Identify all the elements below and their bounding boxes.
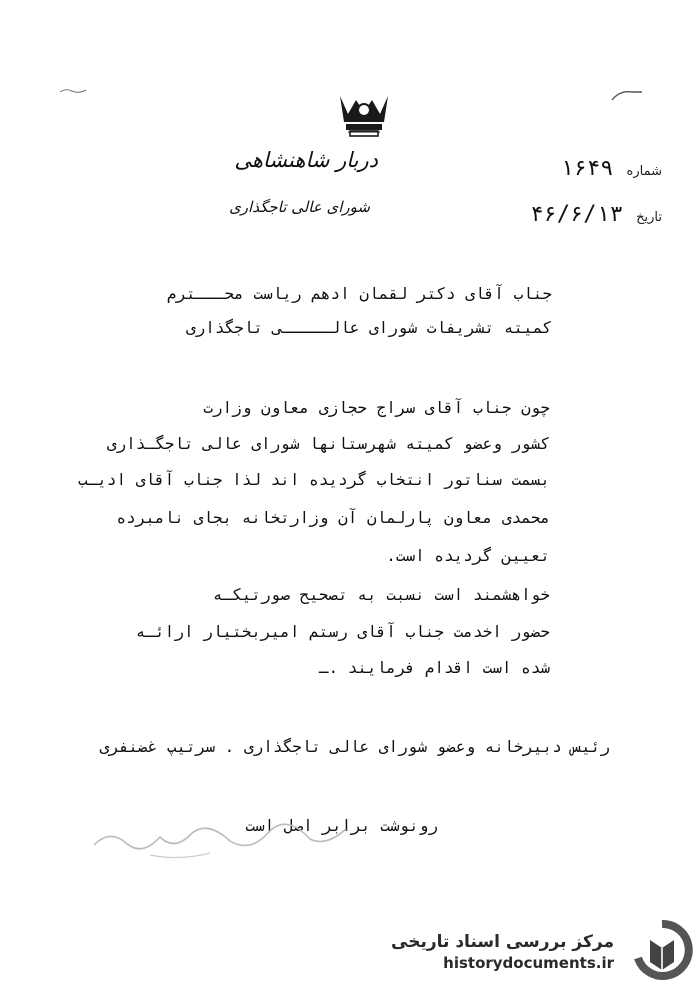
- number-label: شماره: [626, 164, 662, 179]
- scan-speck: [58, 86, 88, 96]
- body-line: تعیین گردیده است.: [386, 546, 550, 565]
- letter-date: [530, 202, 662, 227]
- book-logo-icon: [630, 918, 694, 980]
- letter-number: [560, 156, 662, 181]
- watermark-url: historydocuments.ir: [443, 954, 614, 972]
- number-value: ۱۶۴۹: [560, 156, 614, 181]
- addressee-line-1: جناب آقای دکتر لقمان ادهم ریاست محـــترم: [166, 284, 552, 303]
- royal-crown-emblem-icon: [334, 88, 394, 140]
- council-name: شورای عالی تاجگذاری: [229, 198, 370, 216]
- body-line: شده است اقدام فرمایند .ـ: [318, 658, 550, 677]
- body-line: بسمت سناتور انتخاب گردیده اند لذا جناب آقای ادیـب: [77, 470, 550, 489]
- body-line: محمدی معاون پارلمان آن وزارتخانه بجای نامبرده: [116, 508, 550, 527]
- body-line: خواهشمند است نسبت به تصحیح صورتیکـه: [212, 585, 550, 604]
- addressee-line-2: کمیته تشریفات شورای عالـــــی تاجگذاری: [185, 318, 552, 337]
- signature-line: رئیس دبیرخانه وعضو شورای عالی تاجگذاری . سرتیپ غضنفری: [99, 737, 610, 756]
- date-label: تاریخ: [636, 210, 662, 225]
- body-line: حضور اخدمت جناب آقای رستم امیربختیار ارائـه: [135, 622, 550, 641]
- body-line: کشور وعضو کمیته شهرستانها شورای عالی تاجگـذاری: [106, 434, 550, 453]
- copy-note: رونوشت برابر اصل است: [245, 816, 438, 835]
- handwritten-signature: [90, 815, 350, 865]
- body-line: چون جناب آقای سراج حجازی معاون وزارت: [203, 398, 550, 417]
- court-name: دربار شاهنشاهی: [234, 148, 378, 172]
- watermark-title: مرکز بررسی اسناد تاریخی: [391, 932, 614, 952]
- date-value: ۴۶/۶/۱۳: [530, 202, 624, 227]
- scan-mark: [610, 88, 644, 102]
